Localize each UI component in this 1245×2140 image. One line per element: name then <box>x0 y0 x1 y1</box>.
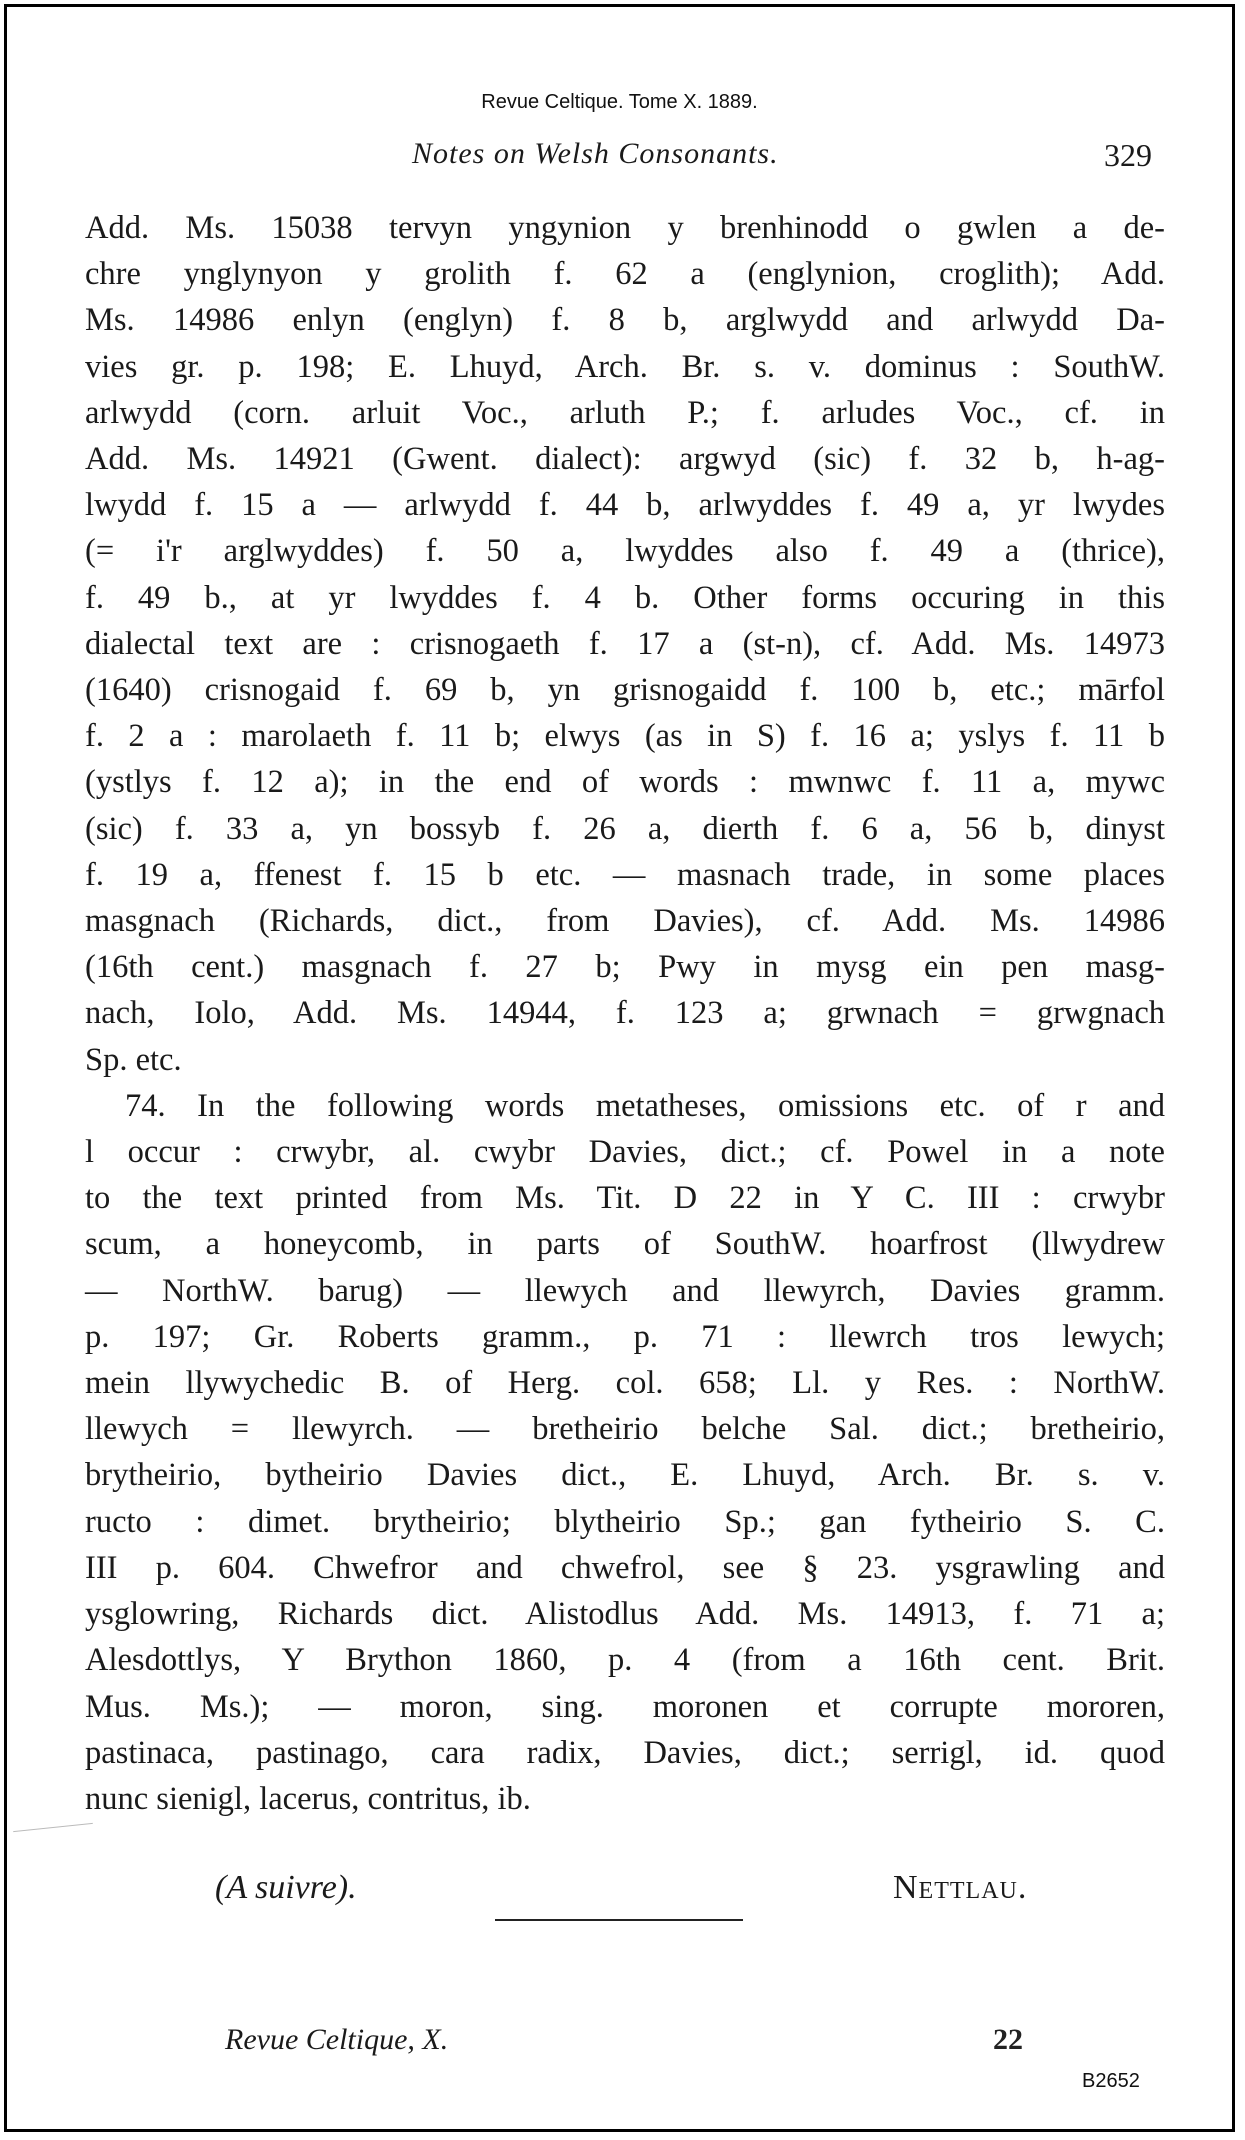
text-line: masgnach (Richards, dict., from Davies), cf. Add. Ms. 14986 <box>85 903 1165 940</box>
text-line: (16th cent.) masgnach f. 27 b; Pwy in mysg ein pen masg- <box>85 949 1165 986</box>
scan-mark <box>13 1823 93 1832</box>
text-line: p. 197; Gr. Roberts gramm., p. 71 : llewrch tros lewych; <box>85 1318 1165 1355</box>
document-page <box>4 4 1235 2132</box>
text-line: — NorthW. barug) — llewych and llewyrch, Davies gramm. <box>85 1272 1165 1309</box>
text-line: (sic) f. 33 a, yn bossyb f. 26 a, dierth f. 6 a, 56 b, dinyst <box>85 810 1165 847</box>
separator-rule <box>495 1919 743 1921</box>
page-number: 329 <box>1104 137 1152 173</box>
text-line: Add. Ms. 15038 tervyn yngynion y brenhinodd o gwlen a de- <box>85 210 1165 246</box>
text-line: f. 49 b., at yr lwyddes f. 4 b. Other forms occuring in this <box>85 579 1165 616</box>
text-line: llewych = llewyrch. — bretheirio belche Sal. dict.; bretheirio, <box>85 1411 1165 1448</box>
text-line: f. 2 a : marolaeth f. 11 b; elwys (as in S) f. 16 a; yslys f. 11 b <box>85 718 1165 755</box>
signature-mark: 22 <box>993 2023 1023 2056</box>
text-line: nunc sienigl, lacerus, contritus, ib. <box>85 1780 531 1817</box>
running-title: Notes on Welsh Consonants. <box>412 137 779 170</box>
text-line: Sp. etc. <box>85 1041 182 1078</box>
text-line: pastinaca, pastinago, cara radix, Davies, dict.; serrigl, id. quod <box>85 1734 1165 1771</box>
text-line: (= i'r arglwyddes) f. 50 a, lwyddes also f. 49 a (thrice), <box>85 533 1165 570</box>
paragraph-74-start: 74. In the following words metatheses, omissions etc. of r and <box>125 1087 1165 1124</box>
text-line: (ystlys f. 12 a); in the end of words : mwnwc f. 11 a, mywc <box>85 764 1165 801</box>
text-line: dialectal text are : crisnogaeth f. 17 a (st-n), cf. Add. Ms. 14973 <box>85 625 1165 662</box>
body-text <box>85 205 1165 1822</box>
a-suivre-note: (A suivre). <box>215 1869 357 1906</box>
text-line: vies gr. p. 198; E. Lhuyd, Arch. Br. s. v. dominus : SouthW. <box>85 348 1165 385</box>
journal-title: Revue Celtique, X. <box>225 2023 449 2056</box>
text-line: lwydd f. 15 a — arlwydd f. 44 b, arlwyddes f. 49 a, yr lwydes <box>85 487 1165 524</box>
text-line: Ms. 14986 enlyn (englyn) f. 8 b, arglwydd and arlwydd Da- <box>85 302 1165 339</box>
text-line: nach, Iolo, Add. Ms. 14944, f. 123 a; grwnach = grwgnach <box>85 995 1165 1032</box>
text-line: f. 19 a, ffenest f. 15 b etc. — masnach trade, in some places <box>85 856 1165 893</box>
text-line: mein llywychedic B. of Herg. col. 658; Ll. y Res. : NorthW. <box>85 1365 1165 1402</box>
text-line: ructo : dimet. brytheirio; blytheirio Sp.; gan fytheirio S. C. <box>85 1503 1165 1540</box>
author-name: Nettlau. <box>893 1869 1028 1906</box>
text-line: ysglowring, Richards dict. Alistodlus Add. Ms. 14913, f. 71 a; <box>85 1596 1165 1633</box>
text-line: III p. 604. Chwefror and chwefrol, see § 23. ysgrawling and <box>85 1549 1165 1586</box>
text-line: (1640) crisnogaid f. 69 b, yn grisnogaidd f. 100 b, etc.; mārfol <box>85 672 1165 709</box>
text-line: Alesdottlys, Y Brython 1860, p. 4 (from a 16th cent. Brit. <box>85 1642 1165 1679</box>
text-line: Add. Ms. 14921 (Gwent. dialect): argwyd (sic) f. 32 b, h-ag- <box>85 441 1165 478</box>
text-line: arlwydd (corn. arluit Voc., arluth P.; f. arludes Voc., cf. in <box>85 394 1165 431</box>
text-line: brytheirio, bytheirio Davies dict., E. Lhuyd, Arch. Br. s. v. <box>85 1457 1165 1494</box>
text-line: Mus. Ms.); — moron, sing. moronen et corrupte mororen, <box>85 1688 1165 1725</box>
text-line: l occur : crwybr, al. cwybr Davies, dict.; cf. Powel in a note <box>85 1134 1165 1171</box>
text-line: scum, a honeycomb, in parts of SouthW. hoarfrost (llwydrew <box>85 1226 1165 1263</box>
source-note: Revue Celtique. Tome X. 1889. <box>481 91 758 113</box>
text-line: to the text printed from Ms. Tit. D 22 in Y C. III : crwybr <box>85 1180 1165 1217</box>
catalog-code: B2652 <box>1082 2070 1140 2092</box>
text-line: chre ynglynyon y grolith f. 62 a (englynion, croglith); Add. <box>85 256 1165 293</box>
